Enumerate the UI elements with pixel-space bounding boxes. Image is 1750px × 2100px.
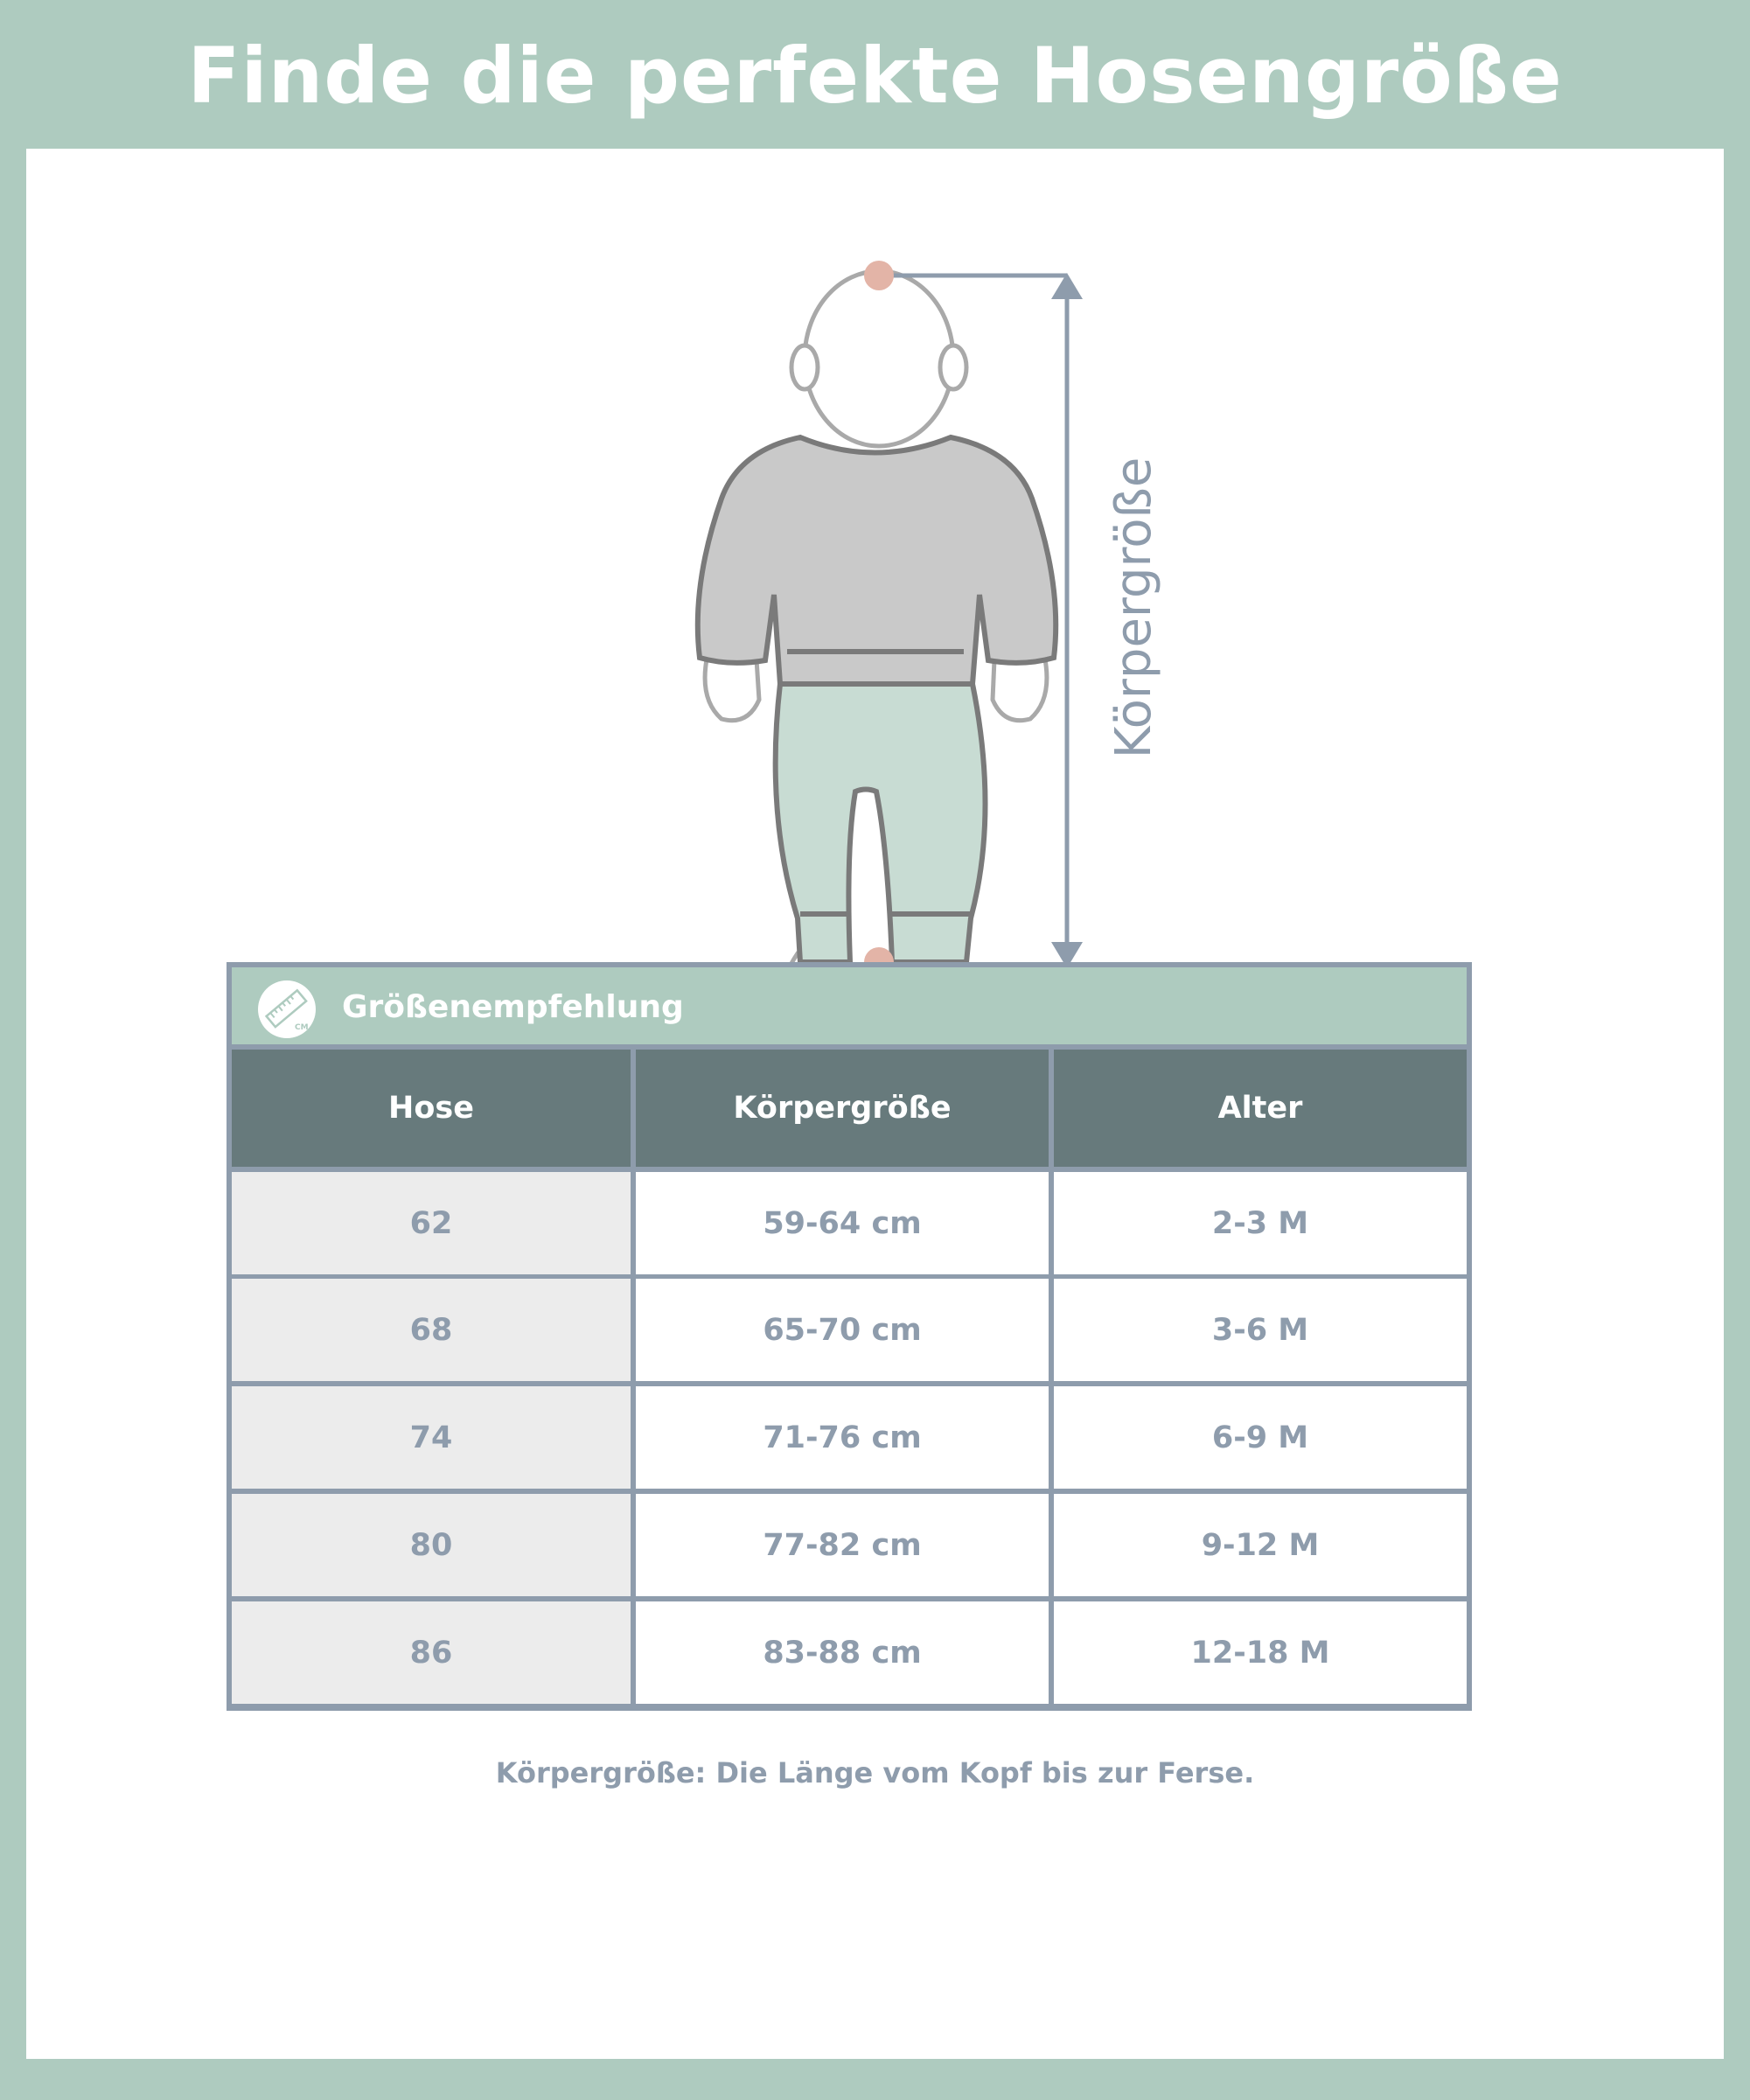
ruler-icon (258, 980, 316, 1038)
age-cell: 2-3 M (1054, 1172, 1467, 1274)
column-header: Körpergröße (636, 1050, 1049, 1167)
ruler-unit: CM (295, 1023, 309, 1032)
age-cell: 9-12 M (1054, 1494, 1467, 1596)
age-cell: 3-6 M (1054, 1279, 1467, 1381)
column-header: Alter (1054, 1050, 1467, 1167)
size-cell: 62 (232, 1172, 631, 1274)
footnote: Körpergröße: Die Länge vom Kopf bis zur Ferse. (495, 1756, 1255, 1790)
head (791, 271, 966, 446)
column-header: Hose (232, 1050, 631, 1167)
age-cell: 6-9 M (1054, 1386, 1467, 1489)
table-title-bar (232, 967, 1467, 1044)
size-table (227, 962, 1472, 1711)
measure-label: Körpergröße (1105, 457, 1162, 759)
table-title: Größenempfehlung (342, 989, 684, 1025)
size-cell: 80 (232, 1494, 631, 1596)
head-marker-dot (864, 261, 894, 290)
height-cell: 65-70 cm (636, 1279, 1049, 1381)
height-cell: 83-88 cm (636, 1601, 1049, 1704)
size-cell: 68 (232, 1279, 631, 1381)
height-cell: 71-76 cm (636, 1386, 1049, 1489)
age-cell: 12-18 M (1054, 1601, 1467, 1704)
height-cell: 77-82 cm (636, 1494, 1049, 1596)
height-cell: 59-64 cm (636, 1172, 1049, 1274)
page-title: Finde die perfekte Hosengröße (187, 31, 1563, 121)
size-cell: 74 (232, 1386, 631, 1489)
size-cell: 86 (232, 1601, 631, 1704)
shirt (698, 437, 1056, 684)
pants (776, 684, 986, 962)
baby-figure-illustration (26, 149, 1724, 1041)
